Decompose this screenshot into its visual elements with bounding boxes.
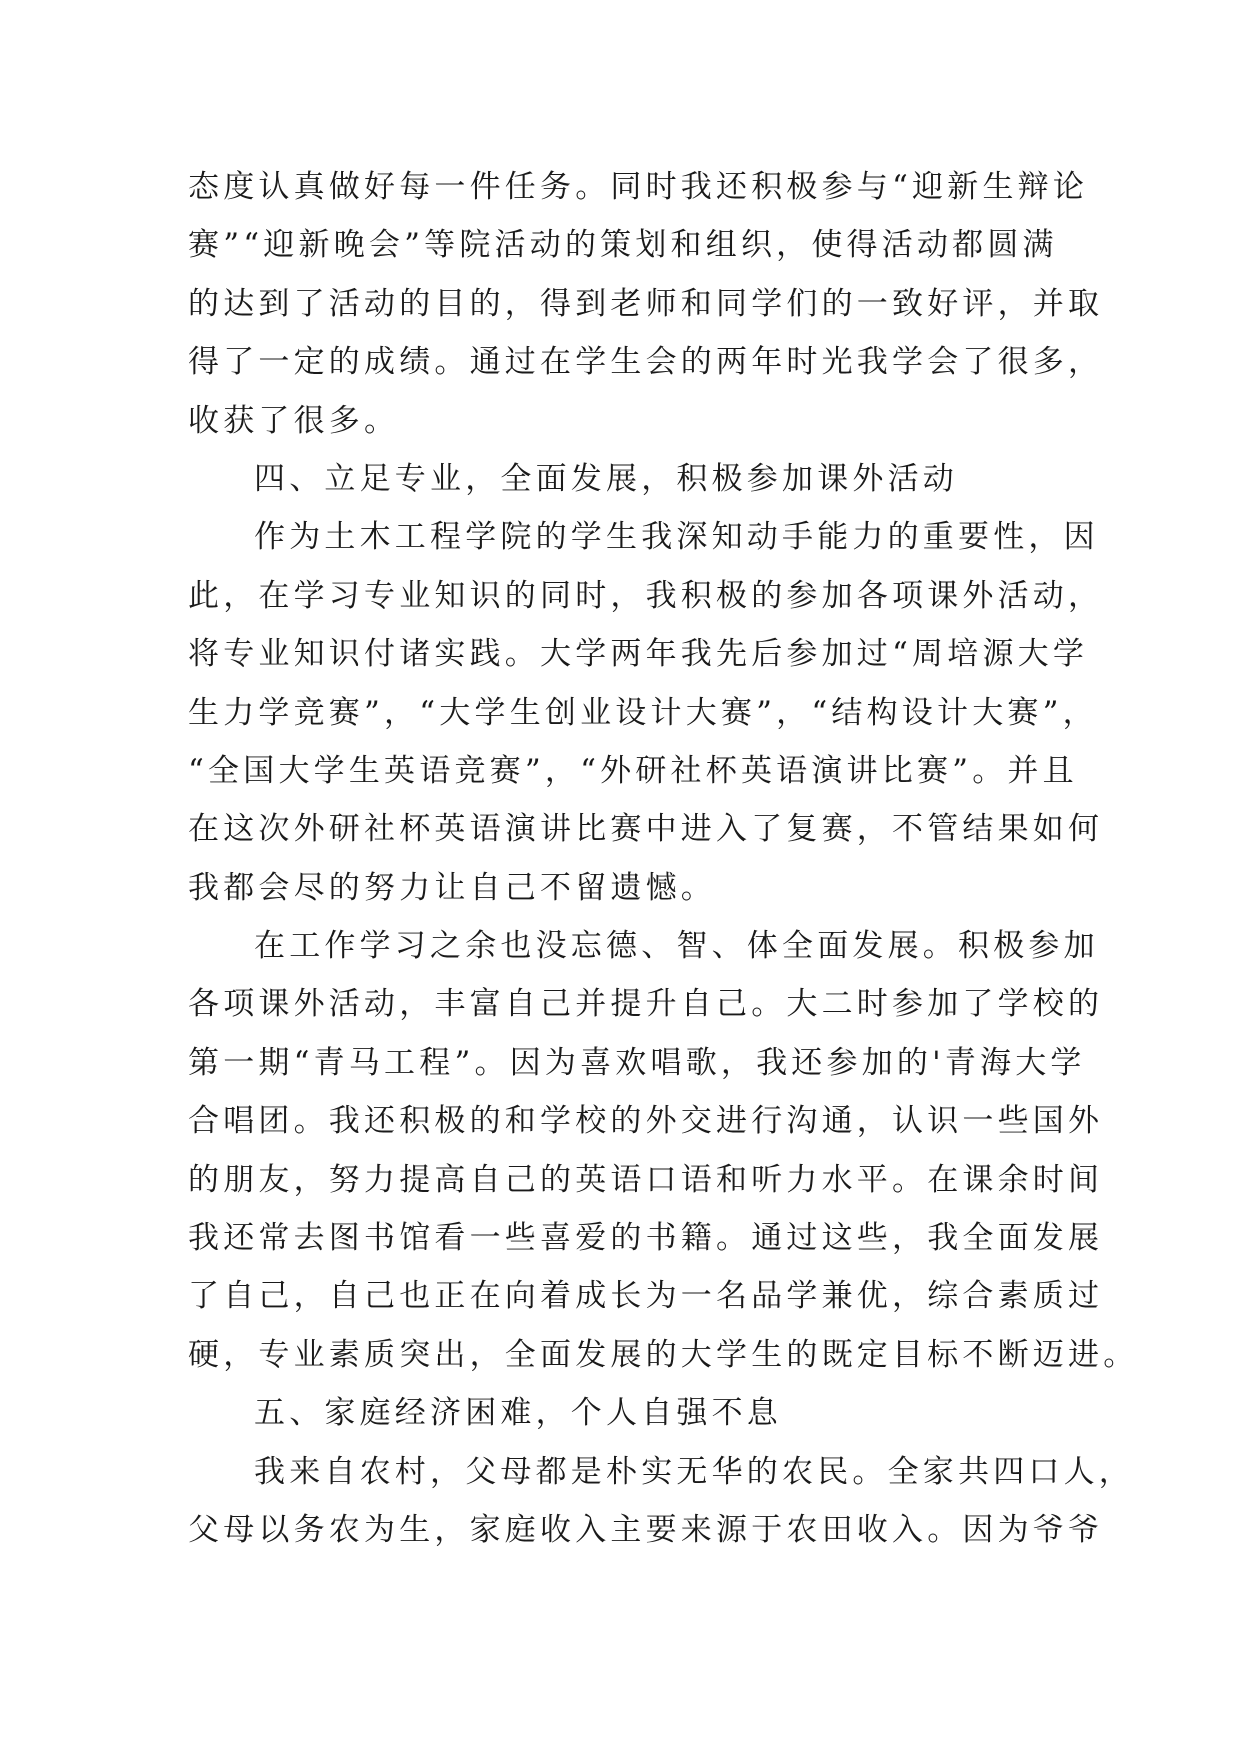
text-line: 我都会尽的努力让自己不留遗憾。 xyxy=(188,869,716,906)
text-line: 父母以务农为生，家庭收入主要来源于农田收入。因为爷爷 xyxy=(188,1511,1104,1548)
text-line: 的朋友，努力提高自己的英语口语和听力水平。在课余时间 xyxy=(188,1161,1104,1198)
section-heading: 四、立足专业，全面发展，积极参加课外活动 xyxy=(254,460,958,497)
text-line: 硬，专业素质突出，全面发展的大学生的既定目标不断迈进。 xyxy=(188,1336,1139,1373)
text-line: 赛”“迎新晚会”等院活动的策划和组织，使得活动都圆满 xyxy=(188,227,1058,264)
text-line: 在这次外研社杯英语演讲比赛中进入了复赛，不管结果如何 xyxy=(188,811,1104,848)
text-line: 在工作学习之余也没忘德、智、体全面发展。积极参加 xyxy=(254,928,1099,965)
text-line: 此，在学习专业知识的同时，我积极的参加各项课外活动， xyxy=(188,577,1104,614)
text-line: 各项课外活动，丰富自己并提升自己。大二时参加了学校的 xyxy=(188,986,1104,1023)
text-line: 合唱团。我还积极的和学校的外交进行沟通，认识一些国外 xyxy=(188,1103,1104,1140)
text-line: 的达到了活动的目的，得到老师和同学们的一致好评，并取 xyxy=(188,285,1104,322)
text-line: 态度认真做好每一件任务。同时我还积极参与“迎新生辩论 xyxy=(188,169,1089,205)
section-heading: 五、家庭经济困难，个人自强不息 xyxy=(254,1395,782,1432)
text-line: 了自己，自己也正在向着成长为一名品学兼优，综合素质过 xyxy=(188,1278,1104,1315)
text-line: “全国大学生英语竞赛”，“外研社杯英语演讲比赛”。并且 xyxy=(188,752,1078,789)
text-line: 将专业知识付诸实践。大学两年我先后参加过“周培源大学 xyxy=(188,636,1089,673)
text-line: 作为土木工程学院的学生我深知动手能力的重要性，因 xyxy=(254,519,1099,556)
text-line: 第一期“青马工程”。因为喜欢唱歌，我还参加的'青海大学 xyxy=(188,1044,1086,1081)
text-line: 收获了很多。 xyxy=(188,402,400,439)
text-line: 我来自农村，父母都是朴实无华的农民。全家共四口人， xyxy=(254,1453,1134,1490)
text-line: 生力学竞赛”，“大学生创业设计大赛”，“结构设计大赛”， xyxy=(188,694,1098,731)
text-line: 得了一定的成绩。通过在学生会的两年时光我学会了很多， xyxy=(188,344,1104,381)
text-line: 我还常去图书馆看一些喜爱的书籍。通过这些，我全面发展 xyxy=(188,1220,1104,1257)
body-text xyxy=(188,158,1139,1559)
